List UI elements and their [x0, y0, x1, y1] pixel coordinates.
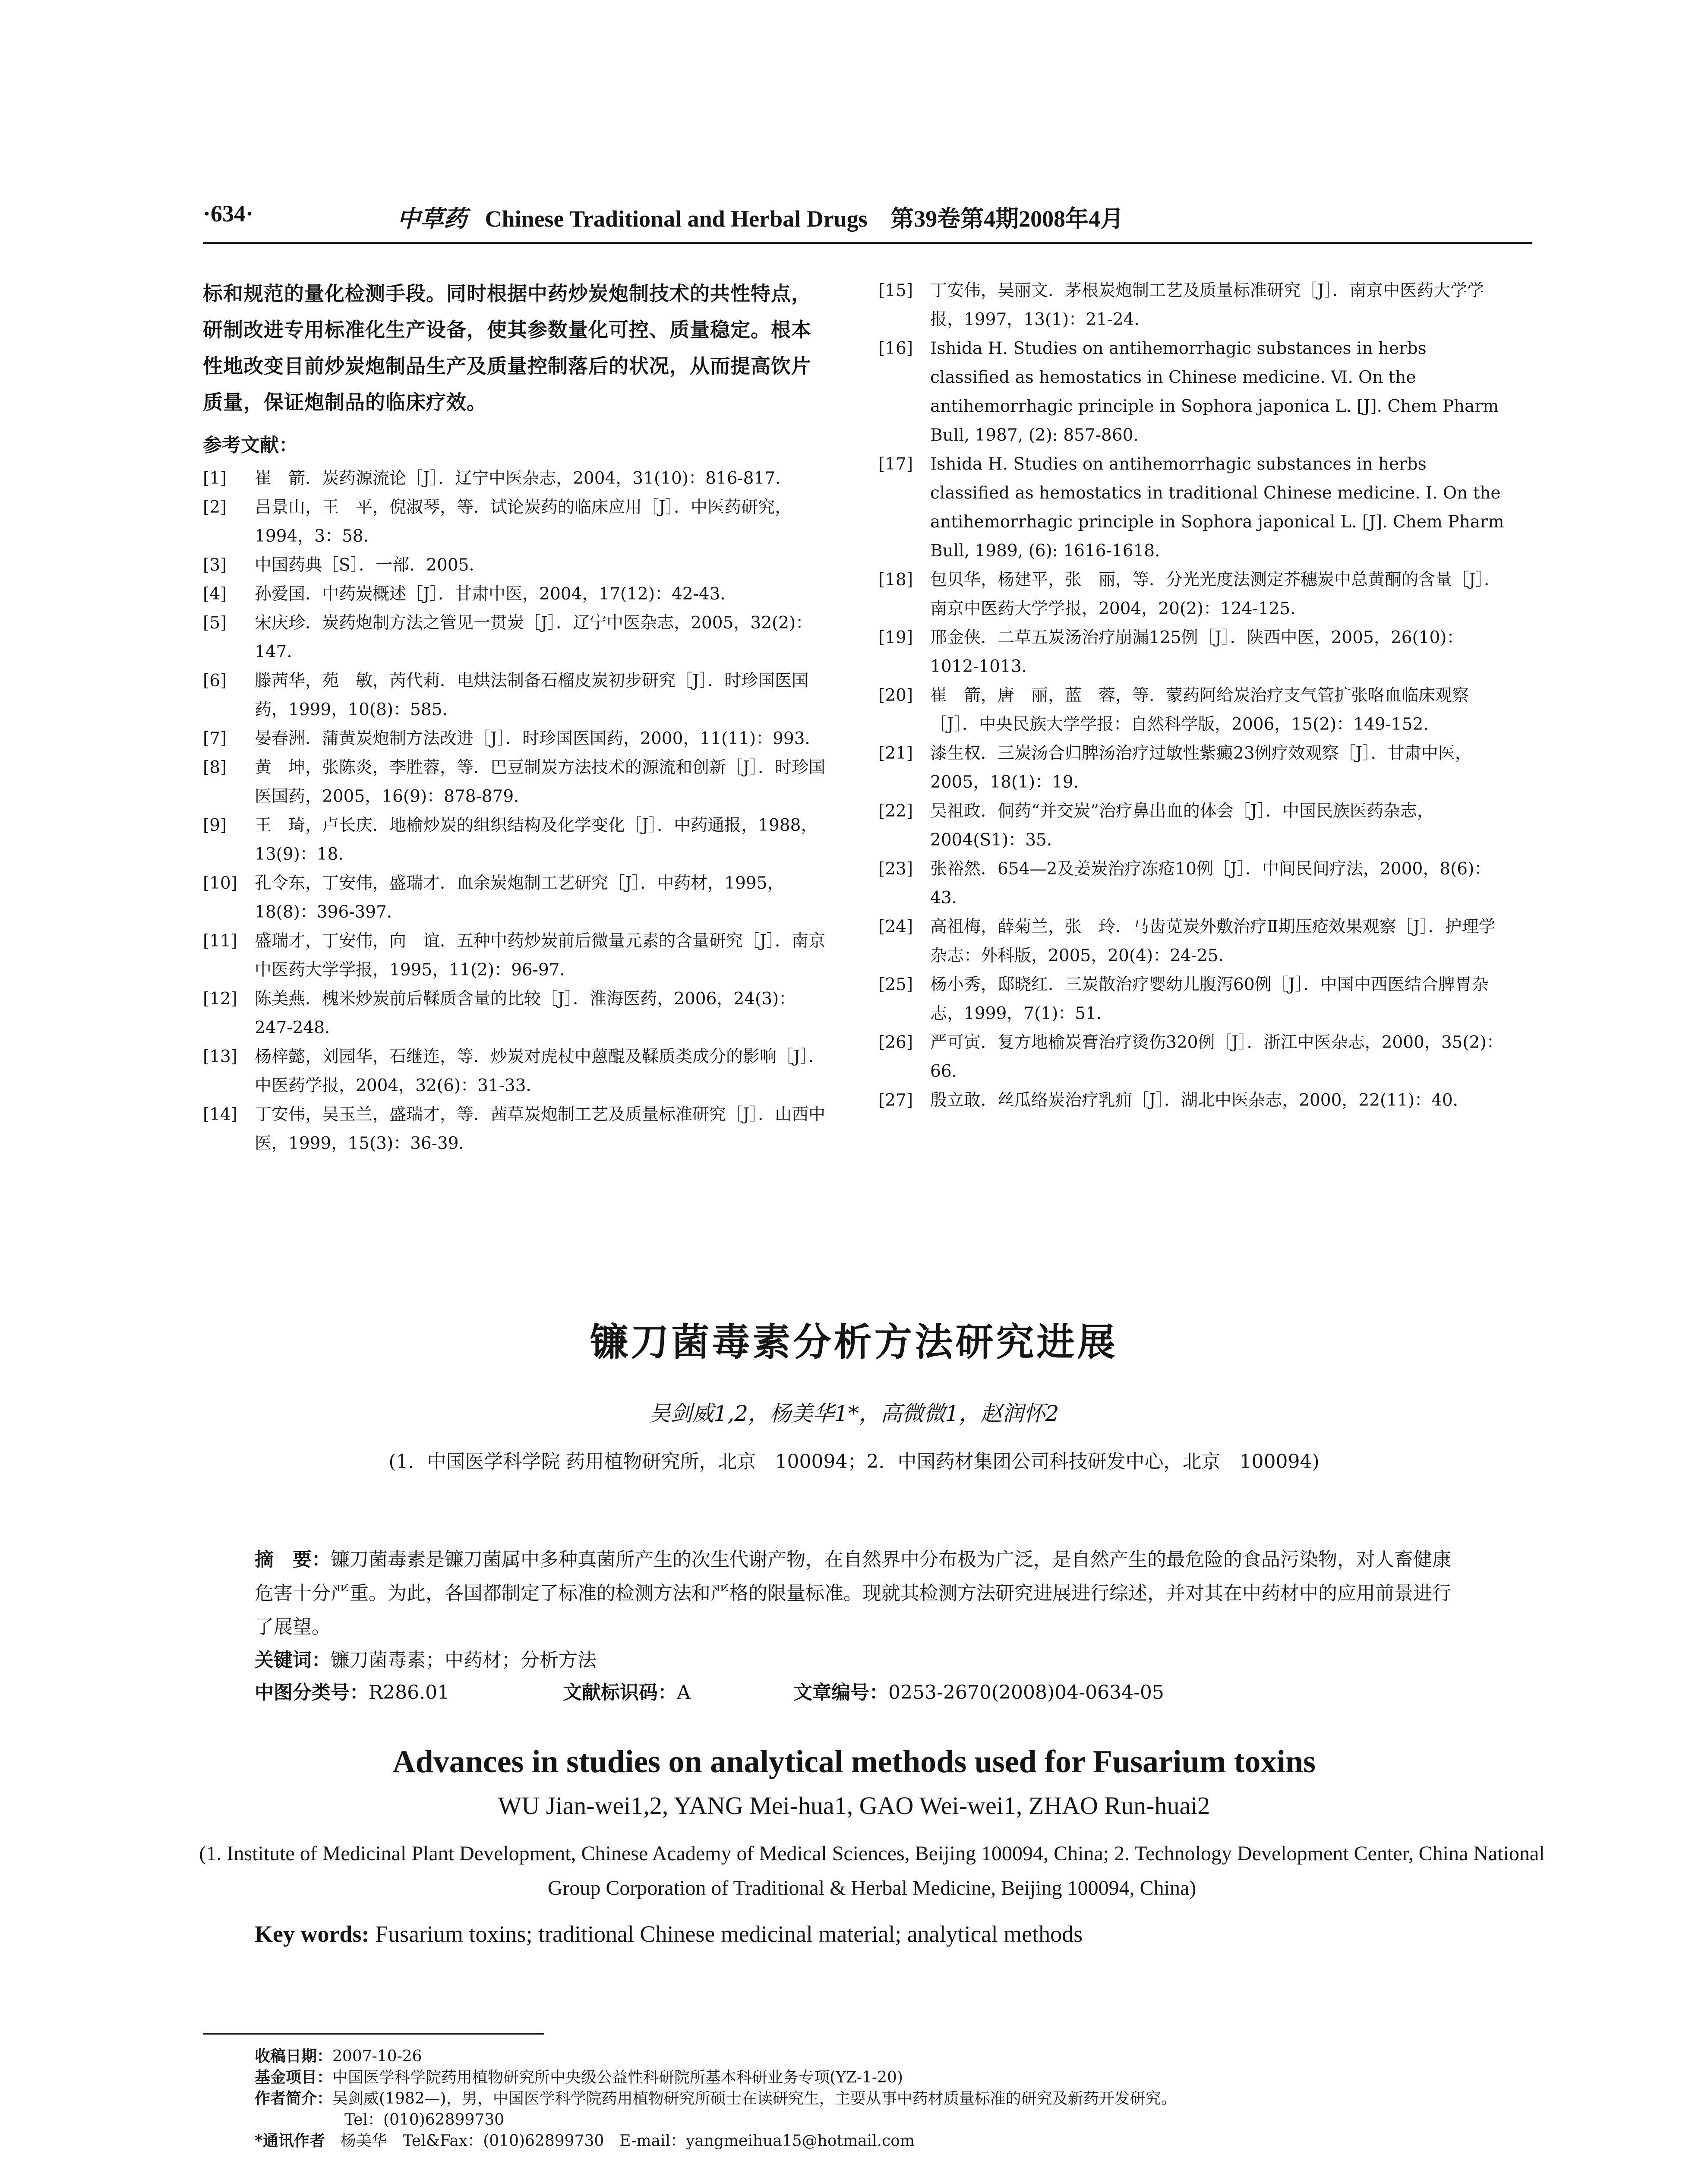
reference-text: 孔令东，丁安伟，盛瑞才．血余炭炮制工艺研究［J］．中药材，1995，18(8)：396-397． [255, 874, 784, 922]
reference-text: 崔 箭，唐 丽，蓝 蓉，等．蒙药阿给炭治疗支气管扩张咯血临床观察［J］．中央民族大学学报：自然科学版，2006，15(2)：149-152． [930, 686, 1469, 734]
reference-item [203, 551, 829, 580]
reference-text: 包贝华，杨建平，张 丽，等．分光光度法测定芥穗炭中总黄酮的含量［J］．南京中医药大学学报，2004，20(2)：124-125． [930, 570, 1501, 618]
article-title-cn: 镰刀菌毒素分析方法研究进展 [590, 1319, 1118, 1364]
reference-item [878, 1086, 1509, 1115]
reference-number: [19] [878, 628, 913, 647]
journal-issue: 第39卷第4期2008年4月 [890, 206, 1124, 232]
reference-item [203, 1100, 829, 1158]
reference-text: 杨梓懿，刘园华，石继连，等．炒炭对虎杖中蒽醌及鞣质类成分的影响［J］．中医药学报，2004，32(6)：31-33． [255, 1047, 826, 1095]
reference-number: [7] [203, 729, 227, 748]
reference-item [878, 276, 1509, 334]
journal-title [397, 200, 1124, 233]
references-title: 参考文献： [203, 434, 298, 456]
footnote-rule [203, 2033, 544, 2035]
footnote-fund: 基金项目：中国医学科学院药用植物研究所中央级公益性科研院所基本科研业务专项(YZ-1-20) [255, 2068, 903, 2086]
article-title-en: Advances in studies on analytical methods used for Fusarium toxins [392, 1744, 1316, 1779]
reference-item [878, 681, 1509, 739]
doc-code-value: A [677, 1682, 691, 1704]
reference-text: 丁安伟，吴丽文．茅根炭炮制工艺及质量标准研究［J］．南京中医药大学学报，1997，13(1)：21-24． [930, 281, 1484, 329]
reference-text: 杨小秀，邸晓红．三炭散治疗婴幼儿腹泻60例［J］．中国中西医结合脾胃杂志，1999，7(1)：51． [930, 975, 1489, 1023]
reference-item [203, 464, 829, 493]
reference-text: 孙爱国．中药炭概述［J］．甘肃中医，2004，17(12)：42-43． [255, 584, 737, 604]
reference-item [203, 753, 829, 811]
reference-item [203, 666, 829, 724]
reference-number: [9] [203, 816, 227, 835]
reference-item [203, 811, 829, 869]
reference-text: 陈美燕．槐米炒炭前后鞣质含量的比较［J］．淮海医药，2006，24(3)：247-248． [255, 989, 796, 1038]
reference-text: 滕茜华，苑 敏，芮代莉．电烘法制备石榴皮炭初步研究［J］．时珍国医国药，1999，10(8)：585． [255, 671, 809, 719]
reference-number: [16] [878, 339, 913, 358]
affiliation-en: (1. Institute of Medicinal Plant Development, Chinese Academy of Medical Sciences, Beijing 100094, China; 2. Technology Development Center, China National Group Corporation of Traditional & Herbal Medicine, Beijing 100094, China) [199, 1842, 1545, 1899]
authors-en: WU Jian-wei1,2, YANG Mei-hua1, GAO Wei-wei1, ZHAO Run-huai2 [498, 1792, 1210, 1820]
authors-cn: 吴剑威1,2，杨美华1*，高微微1，赵润怀2 [649, 1401, 1059, 1426]
reference-number: [25] [878, 975, 913, 994]
reference-number: [27] [878, 1091, 913, 1110]
reference-text: 吕景山，王 平，倪淑琴，等．试论炭药的临床应用［J］．中医药研究，1994，3：58． [255, 498, 792, 546]
classification-row [255, 1677, 1463, 1704]
reference-text: 王 琦，卢长庆．地榆炒炭的组织结构及化学变化［J］．中药通报，1988，13(9)：18． [255, 816, 818, 864]
reference-text: 吴祖政．侗药“并交炭”治疗鼻出血的体会［J］．中国民族医药杂志，2004(S1)：35． [930, 801, 1434, 850]
reference-item [203, 1042, 829, 1100]
reference-number: [2] [203, 498, 227, 517]
keywords-en-text: Fusarium toxins; traditional Chinese medicinal material; analytical methods [375, 1921, 1083, 1947]
reference-number: [10] [203, 874, 238, 893]
abstract [255, 1543, 1463, 1644]
reference-text: 中国药典［S］．一部．2005． [255, 555, 486, 575]
reference-text: 盛瑞才，丁安伟，向 谊．五种中药炒炭前后微量元素的含量研究［J］．南京中医药大学学报，1995，11(2)：96-97． [255, 931, 826, 980]
reference-text: 漆生权．三炭汤合归脾汤治疗过敏性紫癜23例疗效观察［J］．甘肃中医，2005，18(1)：19． [930, 744, 1472, 792]
article-no-value: 0253-2670(2008)04-0634-05 [888, 1682, 1164, 1704]
affiliation-cn: (1．中国医学科学院 药用植物研究所，北京 100094；2．中国药材集团公司科技研发中心，北京 100094) [388, 1451, 1320, 1473]
reference-item [878, 623, 1509, 681]
keywords-en-label: Key words: [255, 1921, 369, 1947]
reference-number: [11] [203, 931, 238, 951]
reference-item [203, 984, 829, 1042]
references-right-column [878, 276, 1509, 1115]
reference-item [203, 869, 829, 927]
reference-text: 丁安伟，吴玉兰，盛瑞才，等．茜草炭炮制工艺及质量标准研究［J］．山西中医，1999，15(3)：36-39． [255, 1105, 826, 1153]
reference-item [878, 912, 1509, 970]
reference-item [878, 450, 1509, 565]
reference-text: 殷立敢．丝瓜络炭治疗乳痈［J］．湖北中医杂志，2000，22(11)：40． [930, 1091, 1470, 1110]
reference-number: [18] [878, 570, 913, 590]
keywords-cn [255, 1644, 597, 1672]
footnote-author-tel: Tel：(010)62899730 [344, 2111, 505, 2129]
page-header [203, 195, 1532, 243]
abstract-label: 摘 要： [255, 1549, 331, 1571]
reference-item [878, 739, 1509, 797]
footnote-author: 作者简介：吴剑威(1982—)，男，中国医学科学院药用植物研究所硕士在读研究生，主要从事中药材质量标准的研究及新药开发研究。 [255, 2089, 1177, 2108]
reference-item [878, 855, 1509, 912]
reference-number: [6] [203, 671, 227, 691]
footnotes [255, 2046, 1550, 2152]
reference-item [878, 565, 1509, 623]
doc-code-label: 文献标识码： [563, 1682, 677, 1704]
reference-item [878, 334, 1509, 450]
footnote-received: 收稿日期：2007-10-26 [255, 2047, 422, 2065]
page-number: ·634· [203, 201, 254, 227]
reference-number: [17] [878, 454, 913, 474]
reference-number: [23] [878, 859, 913, 879]
reference-number: [14] [203, 1105, 238, 1124]
reference-text: 黄 坤，张陈炎，李胜蓉，等．巴豆制炭方法技术的源流和创新［J］．时珍国医国药，2005，16(9)：878-879． [255, 758, 826, 806]
reference-number: [15] [878, 281, 913, 300]
reference-text: 晏春洲．蒲黄炭炮制方法改进［J］．时珍国医国药，2000，11(11)：993． [255, 729, 822, 748]
reference-text: 严可寅．复方地榆炭膏治疗烫伤320例［J］．浙江中医杂志，2000，35(2)：66． [930, 1033, 1503, 1081]
reference-number: [24] [878, 917, 913, 937]
journal-title-cn: 中草药 [397, 206, 467, 232]
reference-item [878, 970, 1509, 1028]
reference-number: [26] [878, 1033, 913, 1052]
reference-text: Ishida H. Studies on antihemorrhagic substances in herbs classified as hemostatics in Chinese medicine. Ⅵ. On the antihemorrhagic principle in Sophora japonica L. [J]. Chem Pharm Bull, 1987, (2): 857-860. [930, 339, 1499, 445]
reference-text: 宋庆珍．炭药炮制方法之管见一贯炭［J］．辽宁中医杂志，2005，32(2)：147． [255, 613, 813, 662]
reference-number: [4] [203, 584, 227, 604]
reference-text: 崔 箭．炭药源流论［J］．辽宁中医杂志，2004，31(10)：816-817． [255, 469, 792, 488]
intro-paragraph: 标和规范的量化检测手段。同时根据中药炒炭炮制技术的共性特点，研制改进专用标准化生产设备，使其参数量化可控、质量稳定。根本性地改变目前炒炭炮制品生产及质量控制落后的状况，从而提高饮片质量，保证炮制品的临床疗效。 [203, 282, 811, 414]
reference-number: [8] [203, 758, 227, 777]
article-no-label: 文章编号： [793, 1682, 888, 1704]
reference-text: 邢金侠．二草五炭汤治疗崩漏125例［J］．陕西中医，2005，26(10)：1012-1013． [930, 628, 1464, 676]
reference-number: [13] [203, 1047, 238, 1066]
reference-text: 张裕然．654—2及姜炭治疗冻疮10例［J］．中间民间疗法，2000，8(6)：43． [930, 859, 1491, 908]
reference-item [203, 927, 829, 984]
reference-number: [5] [203, 613, 227, 633]
keywords-en [255, 1921, 1083, 1947]
reference-number: [12] [203, 989, 238, 1009]
reference-number: [20] [878, 686, 913, 705]
reference-text: Ishida H. Studies on antihemorrhagic substances in herbs classified as hemostatics in traditional Chinese medicine. Ⅰ. On the antihemorrhagic principle in Sophora japonical L. [J]. Chem Pharm Bull, 1989, (6): 1616-1618. [930, 454, 1504, 561]
reference-number: [1] [203, 469, 227, 488]
reference-item [203, 493, 829, 551]
class-label: 中图分类号： [255, 1682, 369, 1704]
reference-number: [21] [878, 744, 913, 763]
reference-item [878, 797, 1509, 855]
references-left-column [203, 464, 829, 1158]
reference-item [203, 580, 829, 609]
footnote-corresponding: *通讯作者 杨美华 Tel&Fax：(010)62899730 E-mail：yangmeihua15@hotmail.com [255, 2132, 915, 2150]
reference-item [878, 1028, 1509, 1086]
keywords-label: 关键词： [255, 1649, 331, 1671]
reference-number: [3] [203, 555, 227, 575]
header-rule [203, 242, 1532, 244]
reference-text: 高祖梅，薛菊兰，张 玲．马齿苋炭外敷治疗Ⅱ期压疮效果观察［J］．护理学杂志：外科版，2005，20(4)：24-25． [930, 917, 1496, 965]
class-value: R286.01 [369, 1682, 450, 1704]
keywords-text: 镰刀菌毒素；中药材；分析方法 [331, 1649, 597, 1671]
reference-item [203, 609, 829, 666]
journal-title-en: Chinese Traditional and Herbal Drugs [485, 206, 868, 232]
abstract-text: 镰刀菌毒素是镰刀菌属中多种真菌所产生的次生代谢产物，在自然界中分布极为广泛，是自然产生的最危险的食品污染物，对人畜健康危害十分严重。为此，各国都制定了标准的检测方法和严格的限量标准。现就其检测方法研究进展进行综述，并对其在中药材中的应用前景进行了展望。 [255, 1549, 1451, 1638]
reference-item [203, 724, 829, 753]
reference-number: [22] [878, 801, 913, 821]
